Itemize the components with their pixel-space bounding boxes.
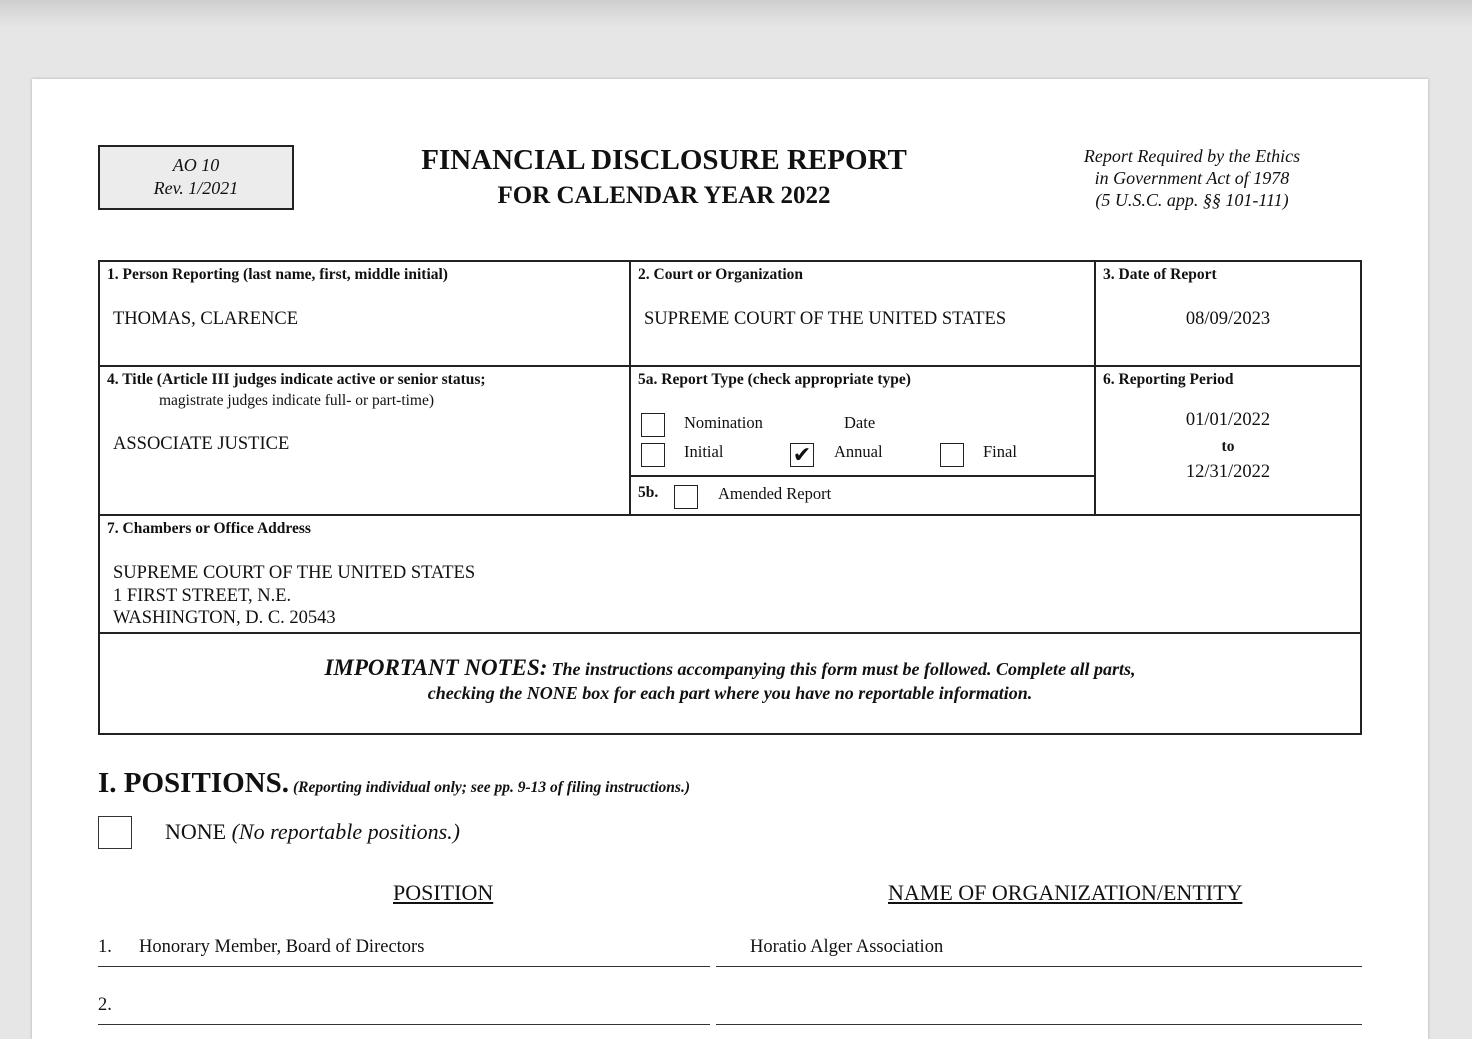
- final-checkbox[interactable]: [940, 443, 964, 467]
- title-label: 4. Title (Article III judges indicate active or senior status;: [107, 371, 486, 388]
- court-label: 2. Court or Organization: [638, 266, 804, 283]
- row-rule: [716, 1024, 1362, 1025]
- positions-instruction: (Reporting individual only; see pp. 9-13 of filing instructions.): [292, 779, 690, 796]
- row-rule: [716, 966, 1362, 967]
- none-label: [165, 819, 460, 845]
- court-value: SUPREME COURT OF THE UNITED STATES: [644, 309, 1007, 329]
- form-id-box: [98, 145, 294, 210]
- viewer-top-shadow: [0, 0, 1472, 28]
- grid-line: [630, 475, 1096, 477]
- period-to-word: to: [1221, 438, 1235, 455]
- annual-label: Annual: [834, 442, 883, 461]
- none-checkbox[interactable]: [98, 816, 132, 849]
- column-position-header: POSITION: [393, 880, 494, 905]
- row-rule: [98, 1024, 710, 1025]
- period-from: 01/01/2022: [1185, 410, 1271, 430]
- amended-label: Amended Report: [718, 484, 832, 503]
- report-subtitle: FOR CALENDAR YEAR 2022: [497, 182, 831, 209]
- grid-line: [98, 632, 1362, 634]
- address-label: 7. Chambers or Office Address: [107, 520, 311, 537]
- organization-value: Horatio Alger Association: [750, 937, 944, 957]
- grid-line: [98, 260, 1362, 262]
- important-notes: [98, 655, 1362, 704]
- position-value: Honorary Member, Board of Directors: [139, 937, 425, 957]
- person-reporting-value: THOMAS, CLARENCE: [113, 309, 299, 329]
- amended-checkbox[interactable]: [674, 485, 698, 509]
- ethics-act-note: [1042, 145, 1342, 211]
- document-page: [32, 79, 1428, 1039]
- form-code: AO 10: [172, 155, 220, 175]
- annual-checkbox[interactable]: ✔: [790, 443, 814, 467]
- ethics-line-3: (5 U.S.C. app. §§ 101-111): [1095, 190, 1289, 210]
- report-title: FINANCIAL DISCLOSURE REPORT: [421, 144, 907, 176]
- initial-label: Initial: [684, 442, 724, 461]
- position-row-number: 1.: [98, 937, 112, 957]
- nomination-label: Nomination: [684, 413, 763, 432]
- row-rule: [98, 966, 710, 967]
- person-reporting-label: 1. Person Reporting (last name, first, middle initial): [107, 266, 448, 283]
- grid-line: [98, 365, 1362, 367]
- final-label: Final: [983, 442, 1017, 461]
- notes-line-1: The instructions accompanying this form must be followed. Complete all parts,: [551, 659, 1136, 679]
- amended-number: 5b.: [638, 484, 659, 501]
- address-line-2: 1 FIRST STREET, N.E.: [113, 586, 292, 606]
- date-of-report-label: 3. Date of Report: [1103, 266, 1217, 283]
- notes-lead: IMPORTANT NOTES:: [324, 655, 548, 680]
- ethics-line-2: in Government Act of 1978: [1094, 168, 1290, 188]
- reporting-period-label: 6. Reporting Period: [1103, 371, 1234, 388]
- positions-title: I. POSITIONS.: [98, 767, 289, 799]
- grid-line: [629, 260, 631, 516]
- address-line-1: SUPREME COURT OF THE UNITED STATES: [113, 563, 476, 583]
- title-value: ASSOCIATE JUSTICE: [113, 434, 290, 454]
- position-row-number: 2.: [98, 995, 112, 1015]
- none-word: NONE: [165, 819, 227, 844]
- nomination-checkbox[interactable]: [641, 413, 665, 437]
- notes-line-2: checking the NONE box for each part where you have no reportable information.: [427, 683, 1033, 703]
- grid-line: [98, 733, 1362, 735]
- column-organization-header: NAME OF ORGANIZATION/ENTITY: [888, 880, 1243, 905]
- form-revision: Rev. 1/2021: [153, 178, 239, 198]
- address-line-3: WASHINGTON, D. C. 20543: [113, 608, 336, 628]
- initial-checkbox[interactable]: [641, 443, 665, 467]
- period-to: 12/31/2022: [1185, 462, 1271, 482]
- report-type-label: 5a. Report Type (check appropriate type): [638, 371, 911, 388]
- none-italic: (No reportable positions.): [231, 819, 460, 844]
- grid-line: [98, 514, 1362, 516]
- date-of-report-value: 08/09/2023: [1185, 309, 1271, 329]
- ethics-line-1: Report Required by the Ethics: [1083, 146, 1301, 166]
- title-label-sub: magistrate judges indicate full- or part-time): [159, 392, 435, 409]
- positions-heading: [98, 767, 690, 800]
- nomination-date-label: Date: [844, 413, 876, 432]
